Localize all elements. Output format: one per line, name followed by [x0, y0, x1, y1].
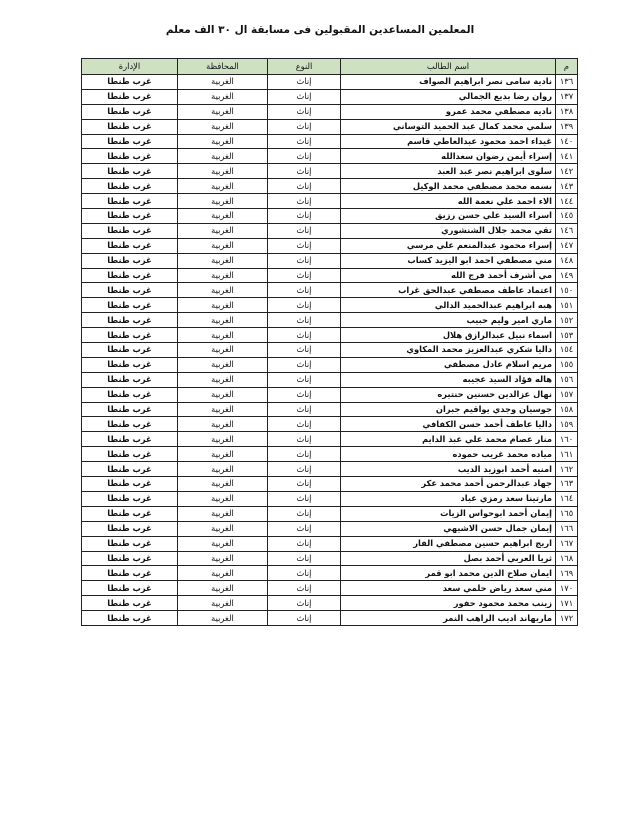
student-name: إسراء محمود عبدالمنعم علي مرسي: [341, 238, 556, 253]
student-name: اعتماد عاطف مصطفي عبدالحق غراب: [341, 283, 556, 298]
table-row: [82, 357, 578, 372]
gender: إناث: [268, 596, 341, 611]
row-number: ١٦٠: [556, 432, 578, 447]
gender: إناث: [268, 253, 341, 268]
student-name: مارتينا سعد رمزي عياد: [341, 491, 556, 506]
table-body: [82, 75, 578, 626]
governorate: الغربية: [178, 417, 268, 432]
student-name: نهال عزالدين حسنين حنتيره: [341, 387, 556, 402]
administration: غرب طنطا: [82, 223, 178, 238]
student-name: سلمي محمد كمال عبد الحميد التوساني: [341, 119, 556, 134]
administration: غرب طنطا: [82, 506, 178, 521]
table-row: [82, 417, 578, 432]
governorate: الغربية: [178, 328, 268, 343]
row-number: ١٦٦: [556, 521, 578, 536]
student-name: زينب محمد محمود حفور: [341, 596, 556, 611]
student-name: نادية سامى نصر ابراهيم الصواف: [341, 75, 556, 90]
row-number: ١٥٩: [556, 417, 578, 432]
gender: إناث: [268, 283, 341, 298]
governorate: الغربية: [178, 223, 268, 238]
table-row: [82, 89, 578, 104]
table-row: [82, 611, 578, 626]
governorate: الغربية: [178, 477, 268, 492]
administration: غرب طنطا: [82, 417, 178, 432]
student-name: اريج ابراهيم حسين مصطفي الفار: [341, 536, 556, 551]
administration: غرب طنطا: [82, 432, 178, 447]
page-title: المعلمين المساعدين المقبولين فى مسابقة ال ٣٠ الف معلم: [165, 24, 475, 36]
table-header-row: [82, 59, 578, 75]
table-row: [82, 477, 578, 492]
row-number: ١٤٧: [556, 238, 578, 253]
governorate: الغربية: [178, 209, 268, 224]
student-name: داليا عاطف أحمد حسن الكفافي: [341, 417, 556, 432]
gender: إناث: [268, 194, 341, 209]
gender: إناث: [268, 179, 341, 194]
table-row: [82, 104, 578, 119]
administration: غرب طنطا: [82, 89, 178, 104]
row-number: ١٣٦: [556, 75, 578, 90]
teachers-table: [81, 58, 578, 626]
table-row: [82, 536, 578, 551]
student-name: امنيه أحمد ابوزيد الديب: [341, 462, 556, 477]
table-row: [82, 75, 578, 90]
administration: غرب طنطا: [82, 596, 178, 611]
gender: إناث: [268, 238, 341, 253]
administration: غرب طنطا: [82, 134, 178, 149]
administration: غرب طنطا: [82, 551, 178, 566]
row-number: ١٧٠: [556, 581, 578, 596]
table-row: [82, 506, 578, 521]
gender: إناث: [268, 536, 341, 551]
gender: إناث: [268, 521, 341, 536]
administration: غرب طنطا: [82, 387, 178, 402]
row-number: ١٥١: [556, 298, 578, 313]
table-row: [82, 343, 578, 358]
student-name: ناديه مصطفي محمد عمرو: [341, 104, 556, 119]
row-number: ١٣٩: [556, 119, 578, 134]
gender: إناث: [268, 223, 341, 238]
gender: إناث: [268, 104, 341, 119]
student-name: غيداء احمد محمود عبدالعاطي قاسم: [341, 134, 556, 149]
administration: غرب طنطا: [82, 253, 178, 268]
governorate: الغربية: [178, 283, 268, 298]
student-name: ايمان صلاح الدين محمد ابو قمر: [341, 566, 556, 581]
gender: إناث: [268, 298, 341, 313]
student-name: تقي محمد جلال الشنشوري: [341, 223, 556, 238]
gender: إناث: [268, 402, 341, 417]
table-row: [82, 566, 578, 581]
administration: غرب طنطا: [82, 298, 178, 313]
row-number: ١٦٥: [556, 506, 578, 521]
governorate: الغربية: [178, 75, 268, 90]
gender: إناث: [268, 551, 341, 566]
administration: غرب طنطا: [82, 179, 178, 194]
gender: إناث: [268, 149, 341, 164]
table-row: [82, 253, 578, 268]
table-row: [82, 551, 578, 566]
governorate: الغربية: [178, 506, 268, 521]
header-gender: النوع: [268, 59, 341, 75]
row-number: ١٦٣: [556, 477, 578, 492]
row-number: ١٥٨: [556, 402, 578, 417]
table-row: [82, 491, 578, 506]
governorate: الغربية: [178, 372, 268, 387]
administration: غرب طنطا: [82, 313, 178, 328]
governorate: الغربية: [178, 298, 268, 313]
row-number: ١٥٤: [556, 343, 578, 358]
gender: إناث: [268, 75, 341, 90]
governorate: الغربية: [178, 551, 268, 566]
row-number: ١٥٢: [556, 313, 578, 328]
student-name: داليا شكري عبدالعزيز محمد المكاوي: [341, 343, 556, 358]
student-name: اسراء السيد علي حسن رزيق: [341, 209, 556, 224]
row-number: ١٤٠: [556, 134, 578, 149]
table-row: [82, 238, 578, 253]
header-student-name: اسم الطالب: [341, 59, 556, 75]
governorate: الغربية: [178, 402, 268, 417]
gender: إناث: [268, 134, 341, 149]
student-name: هاله فؤاد السيد عجيبه: [341, 372, 556, 387]
row-number: ١٦٨: [556, 551, 578, 566]
governorate: الغربية: [178, 491, 268, 506]
gender: إناث: [268, 432, 341, 447]
row-number: ١٦٧: [556, 536, 578, 551]
governorate: الغربية: [178, 432, 268, 447]
row-number: ١٤٨: [556, 253, 578, 268]
table-row: [82, 447, 578, 462]
table-row: [82, 387, 578, 402]
gender: إناث: [268, 164, 341, 179]
governorate: الغربية: [178, 313, 268, 328]
table-row: [82, 209, 578, 224]
administration: غرب طنطا: [82, 491, 178, 506]
row-number: ١٦٩: [556, 566, 578, 581]
row-number: ١٥٧: [556, 387, 578, 402]
row-number: ١٣٨: [556, 104, 578, 119]
administration: غرب طنطا: [82, 149, 178, 164]
student-name: مني سعد رياض حلمي سعد: [341, 581, 556, 596]
gender: إناث: [268, 447, 341, 462]
table-row: [82, 298, 578, 313]
table-row: [82, 268, 578, 283]
student-name: مياده محمد غريب حموده: [341, 447, 556, 462]
administration: غرب طنطا: [82, 343, 178, 358]
administration: غرب طنطا: [82, 536, 178, 551]
student-name: مني مصطفي احمد ابو اليزيد كساب: [341, 253, 556, 268]
row-number: ١٥٣: [556, 328, 578, 343]
student-name: الاء احمد علي نعمة الله: [341, 194, 556, 209]
table-row: [82, 164, 578, 179]
governorate: الغربية: [178, 268, 268, 283]
gender: إناث: [268, 372, 341, 387]
gender: إناث: [268, 89, 341, 104]
row-number: ١٤٥: [556, 209, 578, 224]
header-administration: الإدارة: [82, 59, 178, 75]
table-row: [82, 521, 578, 536]
governorate: الغربية: [178, 462, 268, 477]
governorate: الغربية: [178, 104, 268, 119]
governorate: الغربية: [178, 179, 268, 194]
administration: غرب طنطا: [82, 268, 178, 283]
row-number: ١٤٢: [556, 164, 578, 179]
administration: غرب طنطا: [82, 462, 178, 477]
row-number: ١٥٥: [556, 357, 578, 372]
governorate: الغربية: [178, 253, 268, 268]
table-row: [82, 179, 578, 194]
table-row: [82, 119, 578, 134]
governorate: الغربية: [178, 119, 268, 134]
student-name: اسماء نبيل عبدالرازق هلال: [341, 328, 556, 343]
administration: غرب طنطا: [82, 75, 178, 90]
student-name: سلوى ابراهيم نصر عبد العبد: [341, 164, 556, 179]
administration: غرب طنطا: [82, 521, 178, 536]
gender: إناث: [268, 506, 341, 521]
administration: غرب طنطا: [82, 402, 178, 417]
row-number: ١٥٦: [556, 372, 578, 387]
administration: غرب طنطا: [82, 372, 178, 387]
student-name: إسراء أيمن رضوان سعدالله: [341, 149, 556, 164]
governorate: الغربية: [178, 611, 268, 626]
governorate: الغربية: [178, 536, 268, 551]
student-name: جوسيان وجدي يواقيم جبران: [341, 402, 556, 417]
row-number: ١٤٩: [556, 268, 578, 283]
row-number: ١٥٠: [556, 283, 578, 298]
row-number: ١٤٦: [556, 223, 578, 238]
student-name: روان رضا بديع الجمالي: [341, 89, 556, 104]
student-name: مي أشرف أحمد فرج الله: [341, 268, 556, 283]
table-row: [82, 194, 578, 209]
gender: إناث: [268, 611, 341, 626]
row-number: ١٧٢: [556, 611, 578, 626]
row-number: ١٦٢: [556, 462, 578, 477]
governorate: الغربية: [178, 566, 268, 581]
administration: غرب طنطا: [82, 581, 178, 596]
gender: إناث: [268, 462, 341, 477]
administration: غرب طنطا: [82, 194, 178, 209]
administration: غرب طنطا: [82, 611, 178, 626]
gender: إناث: [268, 417, 341, 432]
gender: إناث: [268, 268, 341, 283]
gender: إناث: [268, 357, 341, 372]
student-name: بسمه محمد مصطفي محمد الوكيل: [341, 179, 556, 194]
administration: غرب طنطا: [82, 119, 178, 134]
row-number: ١٦١: [556, 447, 578, 462]
governorate: الغربية: [178, 357, 268, 372]
administration: غرب طنطا: [82, 209, 178, 224]
row-number: ١٣٧: [556, 89, 578, 104]
administration: غرب طنطا: [82, 238, 178, 253]
table-row: [82, 402, 578, 417]
governorate: الغربية: [178, 134, 268, 149]
administration: غرب طنطا: [82, 566, 178, 581]
row-number: ١٦٤: [556, 491, 578, 506]
governorate: الغربية: [178, 387, 268, 402]
administration: غرب طنطا: [82, 447, 178, 462]
governorate: الغربية: [178, 581, 268, 596]
student-name: منار عصام محمد علي عبد الدايم: [341, 432, 556, 447]
header-number: م: [556, 59, 578, 75]
gender: إناث: [268, 119, 341, 134]
gender: إناث: [268, 387, 341, 402]
governorate: الغربية: [178, 89, 268, 104]
row-number: ١٤٤: [556, 194, 578, 209]
table-row: [82, 462, 578, 477]
table-row: [82, 328, 578, 343]
governorate: الغربية: [178, 238, 268, 253]
administration: غرب طنطا: [82, 328, 178, 343]
gender: إناث: [268, 328, 341, 343]
gender: إناث: [268, 491, 341, 506]
administration: غرب طنطا: [82, 283, 178, 298]
student-name: إيمان جمال حسن الاشيهي: [341, 521, 556, 536]
student-name: جهاد عبدالرحمن أحمد محمد عكر: [341, 477, 556, 492]
gender: إناث: [268, 313, 341, 328]
administration: غرب طنطا: [82, 477, 178, 492]
governorate: الغربية: [178, 596, 268, 611]
governorate: الغربية: [178, 149, 268, 164]
header-governorate: المحافظة: [178, 59, 268, 75]
governorate: الغربية: [178, 164, 268, 179]
administration: غرب طنطا: [82, 357, 178, 372]
student-name: مريم اسلام عادل مصطفي: [341, 357, 556, 372]
table-row: [82, 223, 578, 238]
table-row: [82, 313, 578, 328]
table-row: [82, 372, 578, 387]
governorate: الغربية: [178, 194, 268, 209]
administration: غرب طنطا: [82, 104, 178, 119]
gender: إناث: [268, 477, 341, 492]
student-name: إيمان أحمد ابوحواس الزيات: [341, 506, 556, 521]
table-row: [82, 134, 578, 149]
governorate: الغربية: [178, 343, 268, 358]
row-number: ١٤٣: [556, 179, 578, 194]
row-number: ١٧١: [556, 596, 578, 611]
gender: إناث: [268, 581, 341, 596]
table-row: [82, 283, 578, 298]
table-row: [82, 149, 578, 164]
student-name: ماري امير وليم حبيب: [341, 313, 556, 328]
row-number: ١٤١: [556, 149, 578, 164]
gender: إناث: [268, 209, 341, 224]
governorate: الغربية: [178, 447, 268, 462]
governorate: الغربية: [178, 521, 268, 536]
gender: إناث: [268, 566, 341, 581]
administration: غرب طنطا: [82, 164, 178, 179]
gender: إناث: [268, 343, 341, 358]
table-row: [82, 596, 578, 611]
student-name: ماريهاند اديب الراهب النمر: [341, 611, 556, 626]
student-name: هبه ابراهيم عبدالحميد الدالي: [341, 298, 556, 313]
table-row: [82, 432, 578, 447]
table-row: [82, 581, 578, 596]
student-name: ثريا العربي أحمد بصل: [341, 551, 556, 566]
